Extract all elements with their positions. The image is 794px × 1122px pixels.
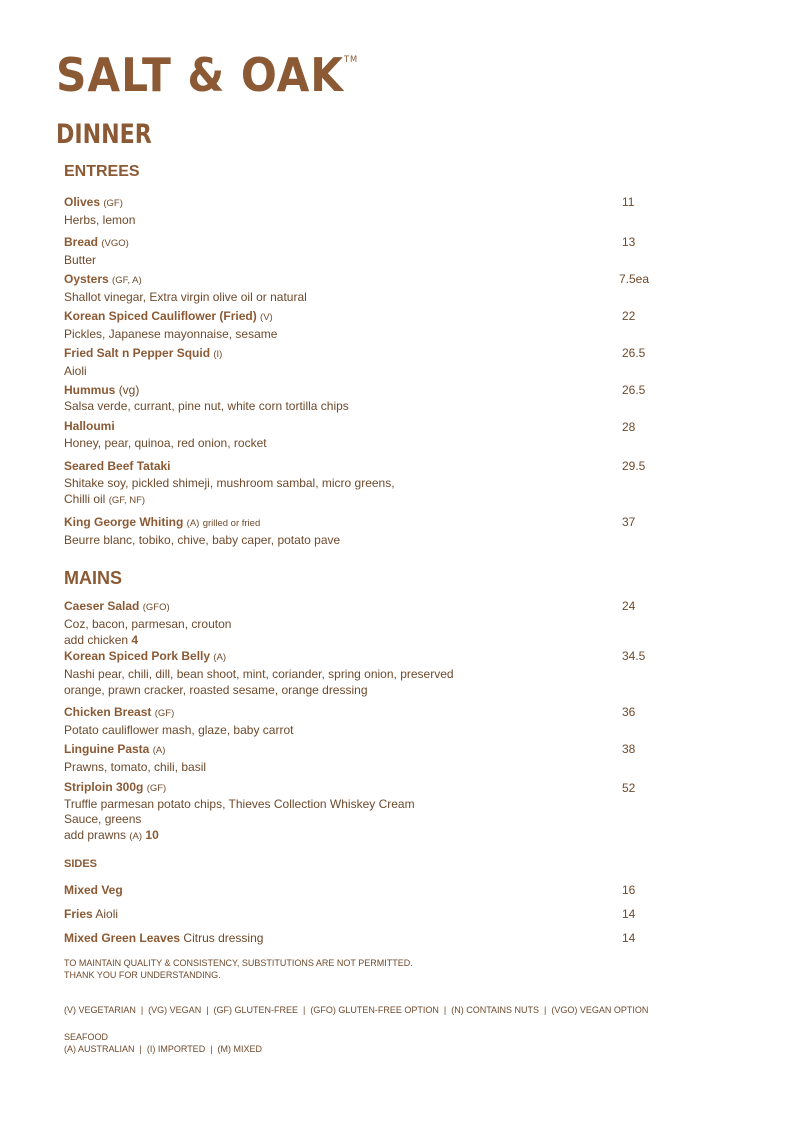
- item-name: Chicken Breast: [64, 705, 152, 719]
- entree-item: [64, 382, 644, 414]
- main-item: [64, 780, 644, 844]
- item-price: 36: [622, 705, 636, 719]
- mains-heading: MAINS: [64, 568, 122, 588]
- item-desc-line2: orange, prawn cracker, roasted sesame, orange dressing: [64, 683, 368, 697]
- entree-item: [64, 418, 644, 452]
- item-desc: Beurre blanc, tobiko, chive, baby caper, potato pave: [64, 533, 341, 547]
- item-price: 24: [622, 599, 636, 613]
- item-desc: Potato cauliflower mash, glaze, baby carrot: [64, 723, 294, 737]
- entrees-heading: ENTREES: [64, 163, 140, 180]
- item-name: Mixed Green Leaves: [64, 931, 181, 945]
- item-name: King George Whiting: [64, 515, 184, 529]
- main-item: [64, 741, 644, 776]
- item-addon-price: 10: [145, 827, 159, 842]
- item-desc: Shallot vinegar, Extra virgin olive oil or natural: [64, 290, 307, 304]
- item-name: Fried Salt n Pepper Squid: [64, 346, 211, 360]
- item-desc-line2: Sauce, greens: [64, 812, 142, 826]
- entree-item: [64, 345, 644, 379]
- item-note: grilled or fried: [202, 518, 261, 529]
- entree-item: [64, 308, 644, 342]
- item-name: Fries: [64, 907, 93, 921]
- item-price: 29.5: [622, 459, 646, 473]
- main-item: [64, 598, 644, 648]
- item-tag: (GF): [154, 708, 175, 719]
- item-name: Striploin 300g: [64, 780, 144, 794]
- item-name: Olives: [64, 195, 101, 209]
- item-desc: Aioli: [64, 364, 87, 378]
- item-tag: (GF, NF): [108, 495, 146, 506]
- substitution-notice: [64, 957, 764, 981]
- item-tag: (A): [213, 652, 227, 663]
- entree-item: [64, 234, 644, 268]
- menu-title: DINNER: [56, 119, 152, 150]
- trademark-mark: TM: [344, 55, 359, 65]
- item-price: 26.5: [622, 383, 646, 397]
- main-item: [64, 648, 644, 698]
- item-desc: Honey, pear, quinoa, red onion, rocket: [64, 436, 267, 450]
- item-desc: Nashi pear, chili, dill, bean shoot, mint, coriander, spring onion, preserved: [64, 667, 454, 681]
- item-price: 38: [622, 742, 636, 756]
- item-price: 52: [622, 781, 636, 795]
- item-price: 11: [622, 195, 635, 209]
- item-tag: (GF, A): [112, 275, 142, 286]
- item-desc: Prawns, tomato, chili, basil: [64, 760, 207, 774]
- item-desc: Aioli: [95, 907, 119, 921]
- item-tag: (VGO): [101, 238, 129, 249]
- entree-item: [64, 271, 644, 305]
- item-tag: (A): [152, 745, 166, 756]
- item-name: Seared Beef Tataki: [64, 459, 171, 473]
- seafood-legend: [64, 1031, 764, 1055]
- brand-name: SALT & OAK: [56, 48, 345, 102]
- item-tag: (GF): [103, 198, 123, 209]
- item-tag: (V): [260, 312, 273, 323]
- item-price: 26.5: [622, 346, 646, 360]
- item-desc: Pickles, Japanese mayonnaise, sesame: [64, 327, 278, 341]
- brand-logo: [56, 48, 359, 102]
- item-price: 37: [622, 515, 636, 529]
- item-name: Bread: [64, 235, 99, 249]
- item-price: 14: [622, 931, 636, 945]
- item-name: Korean Spiced Cauliflower (Fried): [64, 309, 257, 323]
- item-tag: (I): [213, 349, 223, 360]
- sides-heading: SIDES: [64, 858, 98, 870]
- item-price: 13: [622, 235, 636, 249]
- item-tag: (GFO): [142, 602, 170, 613]
- item-desc-line2: Chilli oil: [64, 492, 106, 506]
- item-price: 28: [622, 420, 636, 434]
- item-tag: (GF): [146, 783, 167, 794]
- side-item: [64, 930, 644, 946]
- item-addon-tag: (A): [129, 830, 143, 842]
- item-name: Korean Spiced Pork Belly: [64, 649, 211, 663]
- item-name: Caeser Salad: [64, 599, 140, 613]
- item-desc: Shitake soy, pickled shimeji, mushroom sambal, micro greens,: [64, 475, 395, 490]
- item-name: Linguine Pasta: [64, 742, 150, 756]
- item-desc: Butter: [64, 253, 97, 267]
- item-price: 22: [622, 309, 636, 323]
- side-item: [64, 906, 644, 922]
- item-addon: add prawns: [64, 827, 127, 842]
- seafood-label: SEAFOOD: [64, 1032, 109, 1042]
- entree-item: [64, 458, 644, 510]
- item-name: Halloumi: [64, 419, 115, 433]
- item-desc: Herbs, lemon: [64, 213, 136, 227]
- seafood-origins: (A) AUSTRALIAN | (I) IMPORTED | (M) MIXED: [64, 1044, 263, 1054]
- item-name: Oysters: [64, 272, 109, 286]
- item-price: 14: [622, 907, 636, 921]
- item-tag: (vg): [118, 383, 140, 397]
- item-addon: add chicken: [64, 633, 129, 647]
- entree-item: [64, 194, 644, 228]
- item-desc: Citrus dressing: [183, 931, 264, 945]
- item-tag: (A): [186, 518, 200, 529]
- item-price: 7.5ea: [619, 272, 650, 286]
- item-price: 16: [622, 883, 636, 897]
- item-name: Hummus: [64, 383, 116, 397]
- item-desc: Salsa verde, currant, pine nut, white corn tortilla chips: [64, 399, 349, 413]
- dietary-legend: (V) VEGETARIAN | (VG) VEGAN | (GF) GLUTEN-FREE | (GFO) GLUTEN-FREE OPTION | (N) CONTAINS NUTS | (VGO) VEGAN OPTION: [64, 1005, 649, 1015]
- notice-line-1: TO MAINTAIN QUALITY & CONSISTENCY, SUBSTITUTIONS ARE NOT PERMITTED.: [64, 958, 413, 968]
- item-addon-price: 4: [131, 633, 139, 647]
- main-item: [64, 704, 644, 738]
- item-name: Mixed Veg: [64, 883, 123, 897]
- side-item: [64, 882, 644, 898]
- entree-item: [64, 514, 644, 548]
- item-desc: Truffle parmesan potato chips, Thieves Collection Whiskey Cream: [64, 796, 415, 811]
- item-desc: Coz, bacon, parmesan, crouton: [64, 617, 232, 631]
- item-price: 34.5: [622, 649, 646, 663]
- notice-line-2: THANK YOU FOR UNDERSTANDING.: [64, 970, 221, 980]
